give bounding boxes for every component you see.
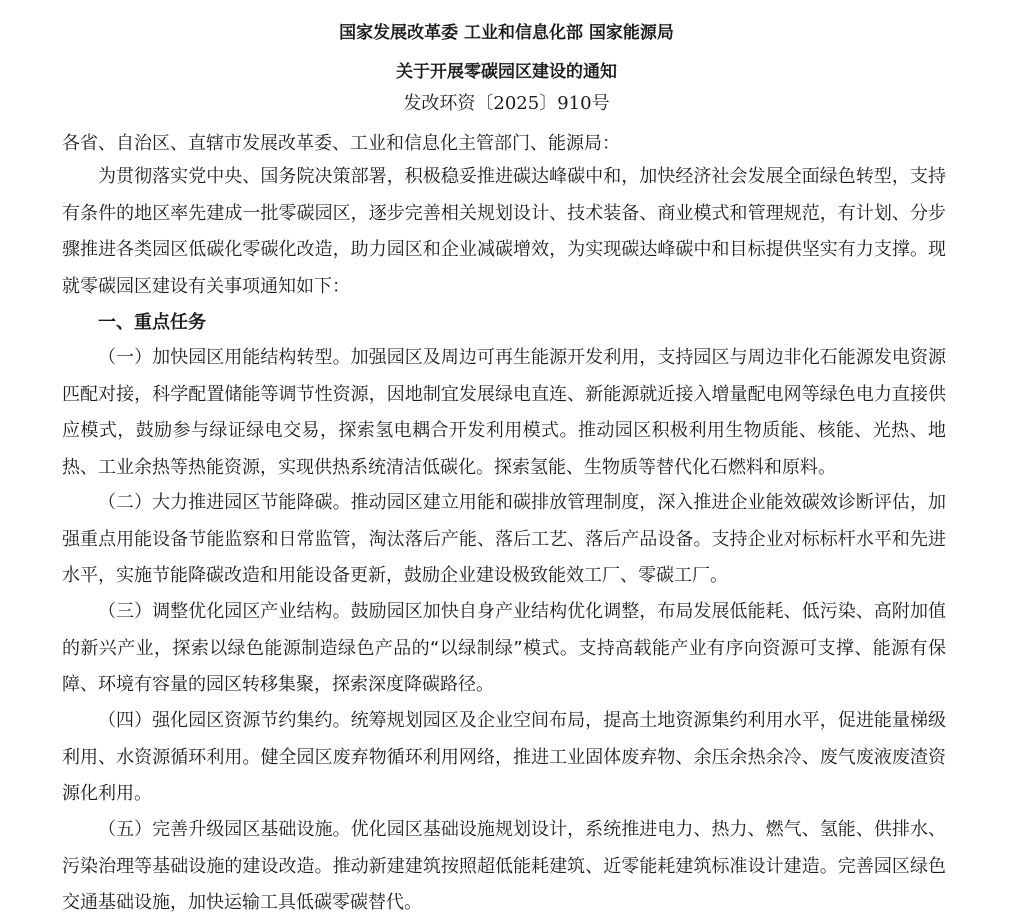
document-number: 发改环资〔2025〕910号	[403, 93, 610, 114]
salutation: 各省、自治区、直辖市发展改革委、工业和信息化主管部门、能源局：	[62, 133, 620, 154]
task-paragraph-5: （五）完善升级园区基础设施。优化园区基础设施规划设计，系统推进电力、热力、燃气、氢能、供排水、污染治理等基础设施的建设改造。推动新建建筑按照超低能耗建筑、近零能耗建筑标准设计建造。完善园区绿色交通基础设施，加快运输工具低碳零碳替代。	[62, 819, 946, 913]
task-paragraph-1: （一）加快园区用能结构转型。加强园区及周边可再生能源开发利用，支持园区与周边非化石能源发电资源匹配对接，科学配置储能等调节性资源，因地制宜发展绿电直连、新能源就近接入增量配电网等绿色电力直接供应模式，鼓励参与绿证绿电交易，探索氢电耦合开发利用模式。推动园区积极利用生物质能、核能、光热、地热、工业余热等热能资源，实现供热系统清洁低碳化。探索氢能、生物质等替代化石燃料和原料。	[62, 347, 946, 478]
issuing-agencies: 国家发展改革委 工业和信息化部 国家能源局	[339, 23, 674, 43]
document-title: 关于开展零碳园区建设的通知	[396, 62, 617, 82]
intro-paragraph: 为贯彻落实党中央、国务院决策部署，积极稳妥推进碳达峰碳中和，加快经济社会发展全面绿色转型，支持有条件的地区率先建成一批零碳园区，逐步完善相关规划设计、技术装备、商业模式和管理规范，有计划、分步骤推进各类园区低碳化零碳化改造，助力园区和企业减碳增效，为实现碳达峰碳中和目标提供坚实有力支撑。现就零碳园区建设有关事项通知如下：	[62, 166, 946, 297]
section-heading: 一、重点任务	[98, 312, 206, 333]
task-paragraph-2: （二）大力推进园区节能降碳。推动园区建立用能和碳排放管理制度，深入推进企业能效碳效诊断评估，加强重点用能设备节能监察和日常监管，淘汰落后产能、落后工艺、落后产品设备。支持企业对标标杆水平和先进水平，实施节能降碳改造和用能设备更新，鼓励企业建设极致能效工厂、零碳工厂。	[62, 492, 946, 586]
task-paragraph-4: （四）强化园区资源节约集约。统筹规划园区及企业空间布局，提高土地资源集约利用水平，促进能量梯级利用、水资源循环利用。健全园区废弃物循环利用网络，推进工业固体废弃物、余压余热余冷、废气废液废渣资源化利用。	[62, 710, 946, 804]
task-paragraph-3: （三）调整优化园区产业结构。鼓励园区加快自身产业结构优化调整，布局发展低能耗、低污染、高附加值的新兴产业，探索以绿色能源制造绿色产品的“以绿制绿”模式。支持高载能产业有序向资源可支撑、能源有保障、环境有容量的园区转移集聚，探索深度降碳路径。	[62, 601, 946, 695]
